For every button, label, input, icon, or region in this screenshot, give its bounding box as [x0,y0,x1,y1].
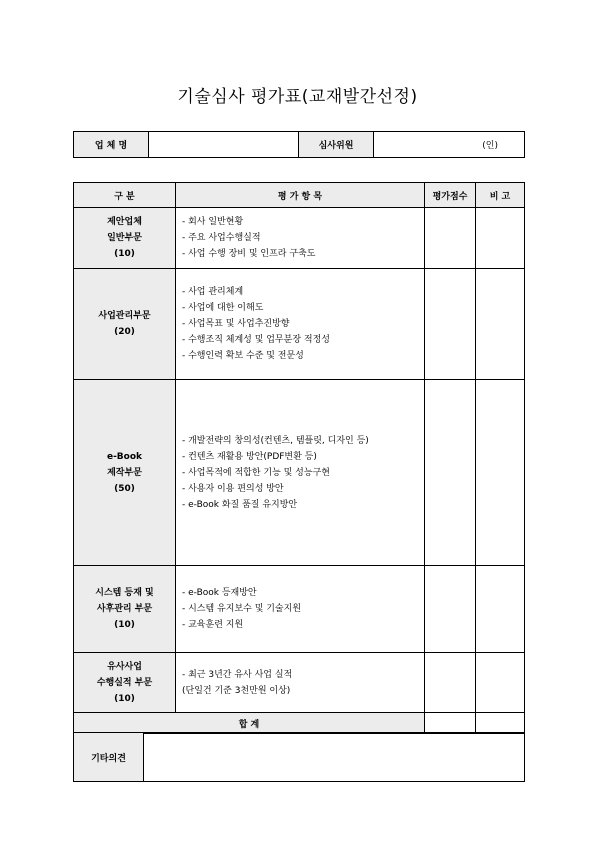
total-score-field[interactable] [425,713,476,734]
col-header-items: 평 가 항 목 [176,183,425,208]
form-title: 기술심사 평가표(교재발간선정) [177,87,418,107]
list-item: - 회사 일반현황 [182,217,244,227]
items-cell [176,269,425,380]
note-field[interactable] [476,653,525,713]
list-item: - 컨텐츠 재활용 방안(PDF변환 등) [182,451,317,462]
category-line: (10) [114,693,135,704]
other-opinions-label: 기타의견 [74,733,144,782]
list-item: - 교육훈련 지원 [182,620,244,630]
col-header-score: 평가점수 [425,183,476,208]
items-cell [176,380,425,566]
category-cell [74,653,176,713]
list-item: - 개발전략의 창의성(컨텐츠, 템플릿, 디자인 등) [182,435,369,446]
list-item: - 최근 3년간 유사 사업 실적 [182,669,293,680]
note-field[interactable] [476,566,525,653]
category-line: (50) [114,483,135,494]
note-field[interactable] [476,380,525,566]
category-cell [74,380,176,566]
score-field[interactable] [425,269,476,380]
category-line: (20) [114,327,135,337]
score-field[interactable] [425,380,476,566]
score-field[interactable] [425,566,476,653]
table-row [74,269,525,380]
list-item: - 사업목적에 적합한 기능 및 성능구현 [182,467,330,478]
list-item: - 수행인력 확보 수준 및 전문성 [182,351,304,361]
category-line: 사후관리 부문 [96,604,153,614]
col-header-category: 구 분 [74,183,176,208]
list-item: - 시스템 유지보수 및 기술지원 [182,604,302,614]
list-item: - 사용자 이용 편의성 방안 [182,483,284,494]
total-row [74,713,525,734]
company-name-label: 업 체 명 [74,132,149,158]
category-cell [74,269,176,380]
col-header-note: 비 고 [476,183,525,208]
company-name-field[interactable] [149,132,299,158]
table-row [74,566,525,653]
evaluation-table [73,182,525,734]
table-row [74,208,525,269]
category-line: 일반부문 [107,233,142,243]
list-item: - 사업 수행 장비 및 인프라 구축도 [182,249,316,259]
category-line: (10) [114,249,135,259]
category-line: 제작부문 [107,467,142,478]
other-opinions-table [73,732,525,782]
table-row [74,653,525,713]
score-field[interactable] [425,653,476,713]
seal-mark: (인) [482,141,498,151]
other-opinions-field[interactable] [144,733,525,782]
category-line: e-Book [106,451,143,462]
list-item: - 수행조직 체계성 및 업무분장 적정성 [182,335,330,345]
category-line: (10) [114,620,135,630]
items-cell [176,566,425,653]
total-label: 합 계 [74,713,425,734]
total-note-field[interactable] [476,713,525,734]
reviewer-label: 심사위원 [299,132,374,158]
header-info-table [73,131,525,158]
items-cell [176,653,425,713]
items-cell [176,208,425,269]
category-line: 사업관리부문 [98,311,151,321]
table-row [74,380,525,566]
category-cell [74,566,176,653]
note-field[interactable] [476,208,525,269]
category-line: 시스템 등재 및 [95,588,154,598]
list-item: - e-Book 등재방안 [182,588,257,598]
list-item: (단일건 기준 3천만원 이상) [182,685,291,696]
note-field[interactable] [476,269,525,380]
list-item: - 사업 관리체계 [182,287,244,297]
list-item: - 주요 사업수행실적 [182,233,261,243]
list-item: - 사업목표 및 사업추진방향 [182,319,290,329]
score-field[interactable] [425,208,476,269]
category-cell [74,208,176,269]
list-item: - e-Book 화질 품질 유지방안 [182,499,298,510]
category-line: 유사사업 [107,661,142,672]
category-line: 수행실적 부문 [96,677,153,688]
list-item: - 사업에 대한 이해도 [182,303,264,313]
reviewer-seal-field[interactable] [374,132,525,158]
category-line: 제안업체 [107,217,142,227]
